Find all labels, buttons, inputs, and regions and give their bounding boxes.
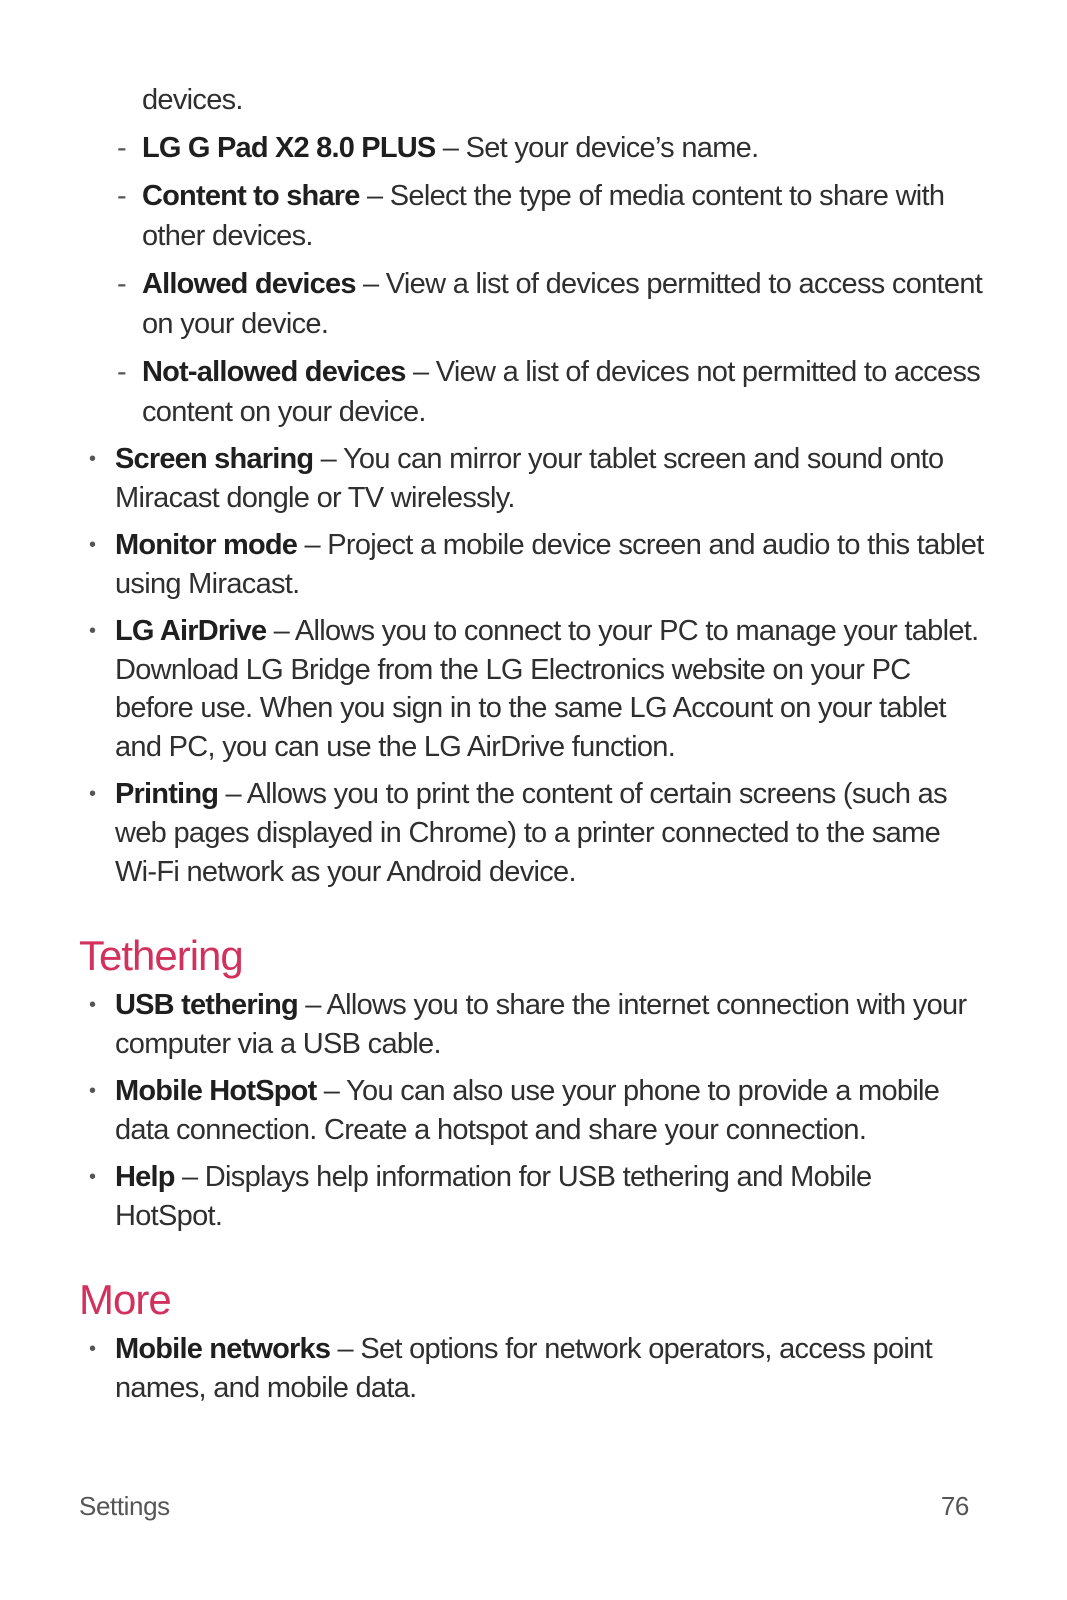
- bullet-marker: •: [89, 783, 97, 805]
- desc-line: – Project a mobile device screen and audio to this tablet: [297, 529, 984, 561]
- section-heading-more: More: [79, 1276, 171, 1323]
- sub-item-content-to-share: [142, 176, 944, 216]
- term-screen-sharing: Screen sharing: [115, 443, 314, 475]
- desc-continuation: content on your device.: [142, 396, 426, 428]
- desc-continuation: data connection. Create a hotspot and share your connection.: [115, 1114, 867, 1146]
- term-device-name: LG G Pad X2 8.0 PLUS: [142, 132, 436, 164]
- bullet-marker: •: [89, 994, 97, 1016]
- bullet-marker: •: [89, 1338, 97, 1360]
- footer-section-name: Settings: [79, 1491, 170, 1521]
- term-printing: Printing: [115, 778, 219, 810]
- sub-item-allowed-devices: [142, 264, 982, 304]
- desc-continuation: Wi-Fi network as your Android device.: [115, 856, 576, 888]
- term-mobile-hotspot: Mobile HotSpot: [115, 1075, 317, 1107]
- sub-item-device-name: [142, 128, 758, 168]
- section-heading-tethering: Tethering: [79, 932, 243, 979]
- desc-continuation: HotSpot.: [115, 1200, 223, 1232]
- term-help: Help: [115, 1161, 175, 1193]
- term-content-to-share: Content to share: [142, 180, 360, 212]
- bullet-marker: •: [89, 1166, 97, 1188]
- desc-continuation: web pages displayed in Chrome) to a printer connected to the same: [115, 817, 940, 849]
- term-not-allowed-devices: Not-allowed devices: [142, 356, 406, 388]
- bullet-marker: •: [89, 448, 97, 470]
- dash-marker: -: [117, 180, 127, 212]
- desc-continuation: on your device.: [142, 308, 329, 340]
- term-usb-tethering: USB tethering: [115, 989, 298, 1021]
- bullet-marker: •: [89, 1080, 97, 1102]
- desc-line: – View a list of devices not permitted to access: [405, 356, 981, 388]
- dash-marker: -: [117, 132, 127, 164]
- desc-continuation: before use. When you sign in to the same LG Account on your tablet: [115, 692, 946, 724]
- desc-line: – Set your device’s name.: [435, 132, 759, 164]
- desc-continuation: Miracast dongle or TV wirelessly.: [115, 482, 515, 514]
- desc-line: – View a list of devices permitted to access content: [355, 268, 983, 300]
- item-help: [115, 1157, 871, 1197]
- bullet-marker: •: [89, 620, 97, 642]
- item-screen-sharing: [115, 439, 943, 479]
- footer-page-number: 76: [940, 1491, 969, 1521]
- desc-line: – You can also use your phone to provide a mobile: [316, 1075, 940, 1107]
- desc-line: – Select the type of media content to share with: [359, 180, 945, 212]
- desc-continuation: other devices.: [142, 220, 313, 252]
- term-allowed-devices: Allowed devices: [142, 268, 356, 300]
- desc-continuation: computer via a USB cable.: [115, 1028, 441, 1060]
- term-mobile-networks: Mobile networks: [115, 1333, 331, 1365]
- devices-tail-text: devices.: [142, 84, 243, 116]
- item-monitor-mode: [115, 525, 984, 565]
- text-line: [142, 80, 243, 120]
- desc-line: – Displays help information for USB tethering and Mobile: [174, 1161, 872, 1193]
- desc-line: – Set options for network operators, access point: [330, 1333, 932, 1365]
- term-monitor-mode: Monitor mode: [115, 529, 298, 561]
- desc-line: – Allows you to print the content of certain screens (such as: [218, 778, 947, 810]
- desc-continuation: using Miracast.: [115, 568, 300, 600]
- item-usb-tethering: [115, 985, 966, 1025]
- item-mobile-networks: [115, 1329, 932, 1369]
- desc-line: – Allows you to share the internet connection with your: [297, 989, 967, 1021]
- dash-marker: -: [117, 268, 127, 300]
- desc-line: – Allows you to connect to your PC to manage your tablet.: [266, 615, 979, 647]
- desc-continuation: names, and mobile data.: [115, 1372, 417, 1404]
- bullet-marker: •: [89, 534, 97, 556]
- term-lg-airdrive: LG AirDrive: [115, 615, 267, 647]
- item-mobile-hotspot: [115, 1071, 939, 1111]
- dash-marker: -: [117, 356, 127, 388]
- desc-line: – You can mirror your tablet screen and sound onto: [313, 443, 944, 475]
- sub-item-not-allowed-devices: [142, 352, 980, 392]
- item-printing: [115, 774, 947, 814]
- desc-continuation: and PC, you can use the LG AirDrive function.: [115, 731, 676, 763]
- item-lg-airdrive: [115, 611, 979, 651]
- desc-continuation: Download LG Bridge from the LG Electronics website on your PC: [115, 654, 911, 686]
